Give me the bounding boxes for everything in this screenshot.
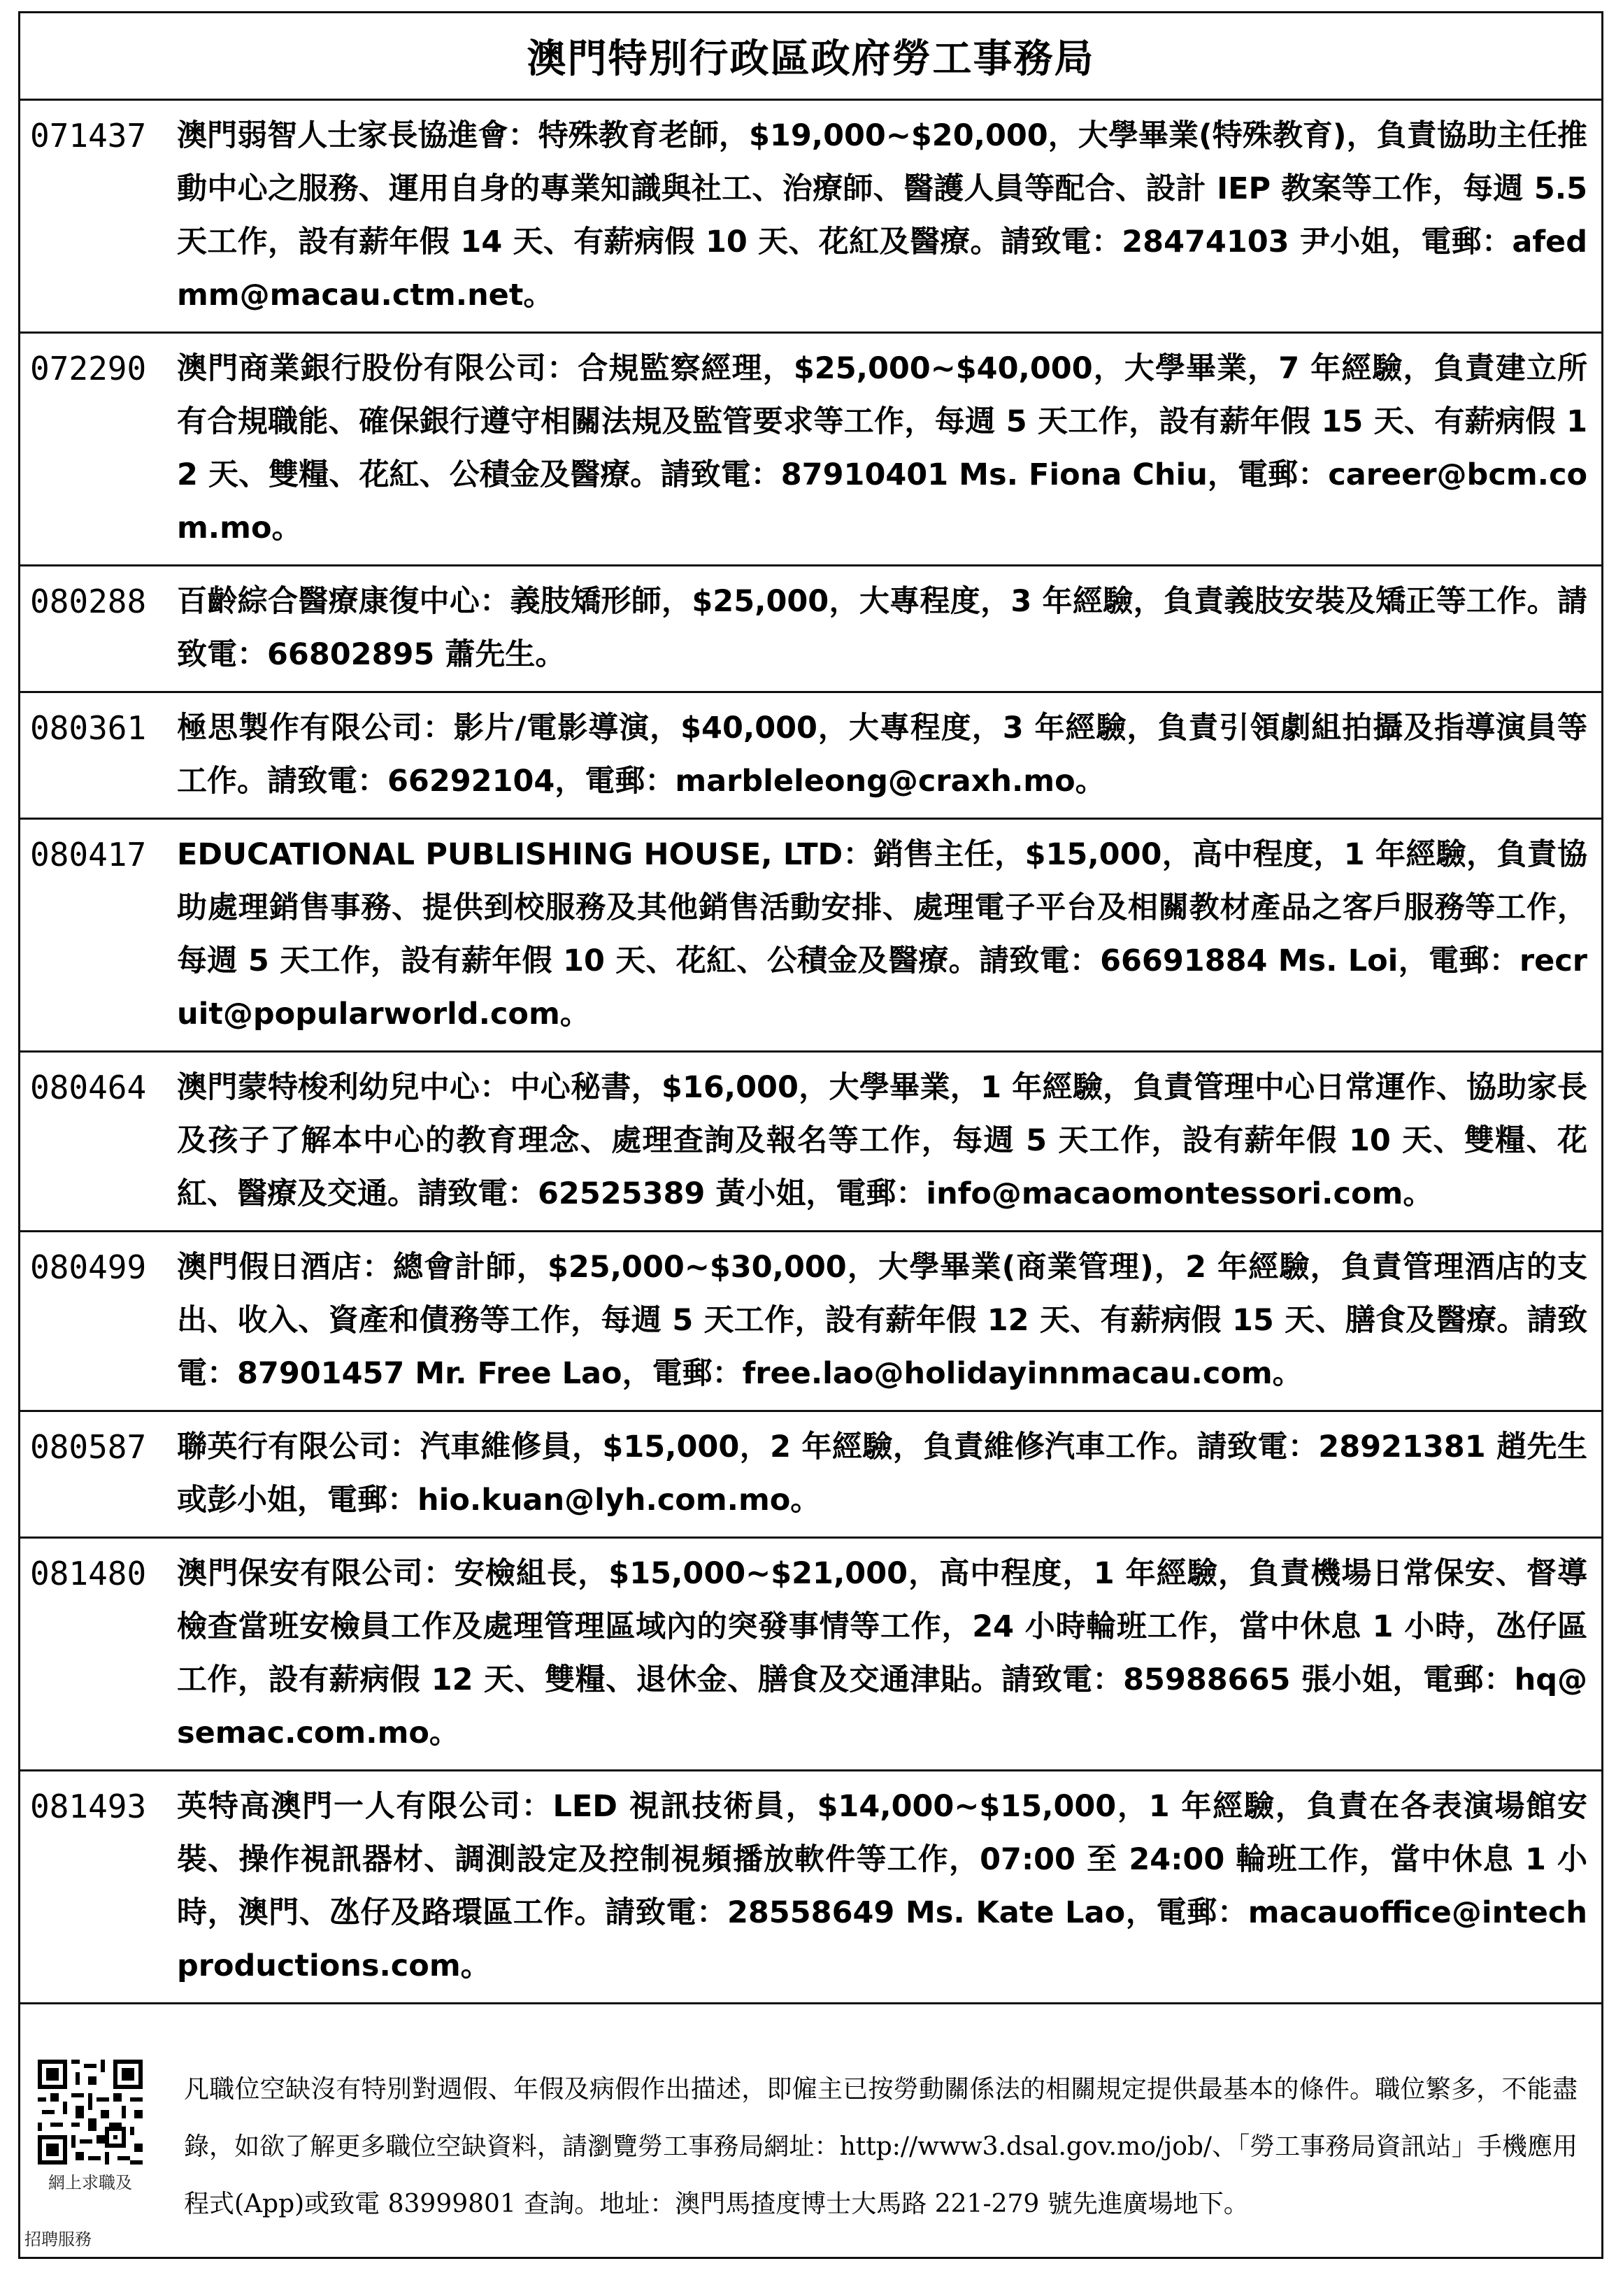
job-listing-sheet <box>18 11 1603 2259</box>
listing-item <box>20 334 1601 566</box>
listing-text: 澳門假日酒店：總會計師，$25,000~$30,000，大學畢業(商業管理)，2 年經驗，負責管理酒店的支出、收入、資產和債務等工作，每週 5 天工作，設有薪年假 12 天、有薪病假 15 天、膳食及醫療。請致電：87901457 Mr. Free Lao，電郵：free.lao@holidayinnmacau.com。 <box>177 1250 1587 1391</box>
qr-code-icon[interactable] <box>38 2060 143 2165</box>
footer-note: 凡職位空缺沒有特別對週假、年假及病假作出描述，即僱主已按勞動關係法的相關規定提供最基本的條件。職位繁多，不能盡錄，如欲了解更多職位空缺資料，請瀏覽勞工事務局網址：http://www3.dsal.gov.mo/job/、「勞工事務局資訊站」手機應用程式(App)或致電 83999801 查詢。地址：澳門馬揸度博士大馬路 221-279 號先進廣場地下。 <box>184 2075 1578 2218</box>
listing-item <box>20 566 1601 693</box>
listing-text: 澳門弱智人士家長協進會：特殊教育老師，$19,000~$20,000，大學畢業(特殊教育)，負責協助主任推動中心之服務、運用自身的專業知識與社工、治療師、醫護人員等配合、設計 IEP 教案等工作，每週 5.5 天工作，設有薪年假 14 天、有薪病假 10 天、花紅及醫療。請致電：28474103 尹小姐，電郵：afedmm@macau.ctm.net。 <box>177 118 1587 313</box>
listing-text: 極思製作有限公司：影片/電影導演，$40,000，大專程度，3 年經驗，負責引領劇組拍攝及指導演員等工作。請致電：66292104，電郵：marbleleong@craxh.mo。 <box>177 711 1587 799</box>
listing-code: 080417 <box>30 836 147 874</box>
listing-text: EDUCATIONAL PUBLISHING HOUSE, LTD：銷售主任，$15,000，高中程度，1 年經驗，負責協助處理銷售事務、提供到校服務及其他銷售活動安排、處理電子平台及相關教材產品之客戶服務等工作，每週 5 天工作，設有薪年假 10 天、花紅、公積金及醫療。請致電：66691884 Ms. Loi，電郵：recruit@popularworld.com。 <box>177 837 1587 1032</box>
listing-text: 聯英行有限公司：汽車維修員，$15,000，2 年經驗，負責維修汽車工作。請致電：28921381 趙先生或彭小姐，電郵：hio.kuan@lyh.com.mo。 <box>177 1429 1587 1518</box>
listing-text: 百齡綜合醫療康復中心：義肢矯形師，$25,000，大專程度，3 年經驗，負責義肢安裝及矯正等工作。請致電：66802895 蕭先生。 <box>177 584 1587 672</box>
listing-code: 072290 <box>30 350 147 387</box>
qr-block <box>20 2047 160 2250</box>
page-title: 澳門特別行政區政府勞工事務局 <box>20 13 1601 101</box>
listing-code: 071437 <box>30 117 147 155</box>
listing-item <box>20 1053 1601 1232</box>
listing-item <box>20 1539 1601 1771</box>
listing-item <box>20 101 1601 334</box>
qr-label: 網上求職及 <box>48 2173 132 2192</box>
qr-label-2: 招聘服務 <box>24 2230 92 2249</box>
listing-item <box>20 1412 1601 1539</box>
listing-item <box>20 820 1601 1053</box>
listing-text: 英特高澳門一人有限公司：LED 視訊技術員，$14,000~$15,000，1 年經驗，負責在各表演場館安裝、操作視訊器材、調測設定及控制視頻播放軟件等工作，07:00 至 24:00 輪班工作，當中休息 1 小時，澳門、氹仔及路環區工作。請致電：28558649 Ms. Kate Lao，電郵：macauoffice@intechproductions.com。 <box>177 1789 1587 1983</box>
listing-code: 080464 <box>30 1069 147 1106</box>
listing-text: 澳門保安有限公司：安檢組長，$15,000~$21,000，高中程度，1 年經驗，負責機場日常保安、督導檢查當班安檢員工作及處理管理區域內的突發事情等工作，24 小時輪班工作，當中休息 1 小時，氹仔區工作，設有薪病假 12 天、雙糧、退休金、膳食及交通津貼。請致電：85988665 張小姐，電郵：hq@semac.com.mo。 <box>177 1556 1587 1750</box>
listing-item <box>20 693 1601 820</box>
listing-code: 080288 <box>30 583 147 620</box>
listing-text: 澳門商業銀行股份有限公司：合規監察經理，$25,000~$40,000，大學畢業，7 年經驗，負責建立所有合規職能、確保銀行遵守相關法規及監管要求等工作，每週 5 天工作，設有薪年假 15 天、有薪病假 12 天、雙糧、花紅、公積金及醫療。請致電：87910401 Ms. Fiona Chiu，電郵：career@bcm.com.mo。 <box>177 351 1587 546</box>
footer <box>20 2047 1601 2257</box>
listing-item <box>20 1232 1601 1412</box>
listing-code: 081480 <box>30 1555 147 1592</box>
listing-code: 081493 <box>30 1788 147 1825</box>
listing-code: 080361 <box>30 709 147 747</box>
listing-text: 澳門蒙特梭利幼兒中心：中心秘書，$16,000，大學畢業，1 年經驗，負責管理中心日常運作、協助家長及孩子了解本中心的教育理念、處理查詢及報名等工作，每週 5 天工作，設有薪年假 10 天、雙糧、花紅、醫療及交通。請致電：62525389 黃小姐，電郵：info@macaomontessori.com。 <box>177 1070 1587 1211</box>
listing-item <box>20 1771 1601 2004</box>
listing-code: 080499 <box>30 1248 147 1286</box>
listing-code: 080587 <box>30 1428 147 1466</box>
listing-list <box>20 101 1601 2004</box>
